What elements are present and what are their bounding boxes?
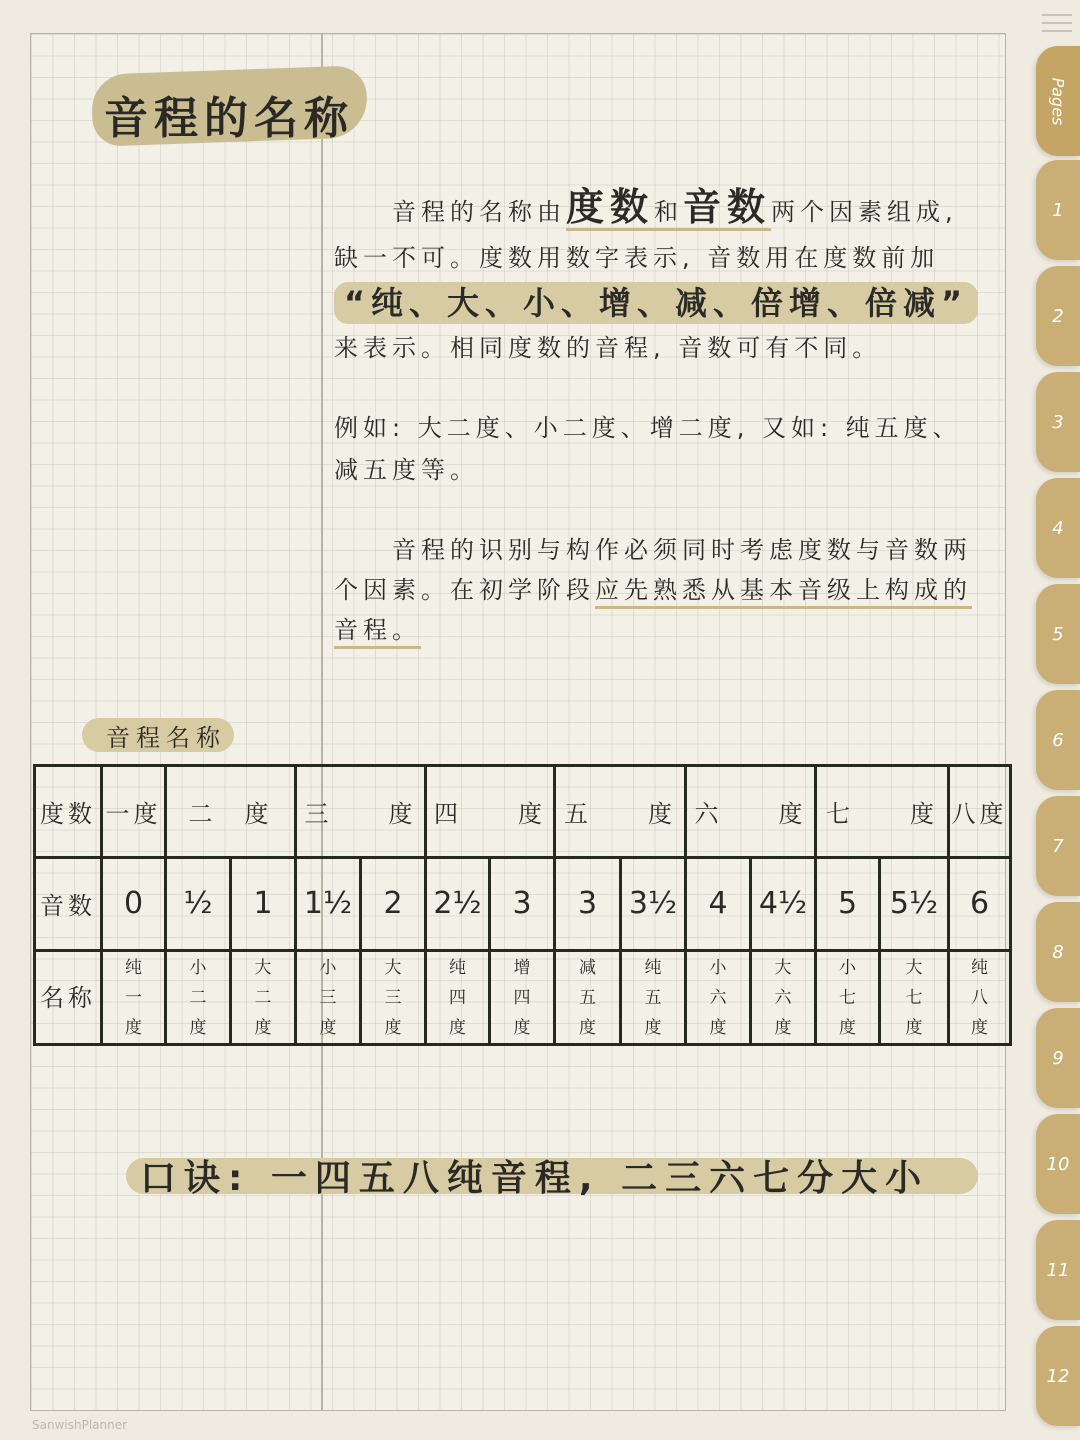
degree-cell: 七 度	[816, 766, 949, 858]
tab-label: Pages	[1048, 77, 1068, 125]
paragraph-1-line-3	[334, 278, 1006, 324]
tab-page-5[interactable]: 5	[1036, 584, 1080, 684]
name-text: 小六度	[709, 957, 727, 1038]
name-cell	[621, 951, 686, 1045]
paragraph-2-line-1: 例如: 大二度、小二度、增二度, 又如: 纯五度、	[334, 414, 962, 442]
name-text: 大七度	[905, 957, 923, 1038]
name-cell	[426, 951, 490, 1045]
name-cell	[296, 951, 361, 1045]
name-row	[35, 951, 1011, 1045]
name-cell	[490, 951, 555, 1045]
paragraph-1-line-2: 缺一不可。度数用数字表示, 音数用在度数前加	[334, 244, 940, 272]
row-header: 音数	[35, 857, 102, 951]
degree-cell: 三 度	[296, 766, 426, 858]
name-text: 纯五度	[644, 957, 662, 1038]
name-cell	[231, 951, 296, 1045]
name-cell	[102, 951, 166, 1045]
name-text: 小三度	[319, 957, 337, 1038]
number-cell: 1	[231, 857, 296, 951]
tab-page-2[interactable]: 2	[1036, 266, 1080, 366]
name-text: 增四度	[513, 957, 531, 1038]
number-cell: 3	[555, 857, 621, 951]
number-cell: 1½	[296, 857, 361, 951]
number-cell: 6	[949, 857, 1011, 951]
text-segment: 和	[654, 198, 684, 226]
tab-page-9[interactable]: 9	[1036, 1008, 1080, 1108]
name-cell	[555, 951, 621, 1045]
tab-page-8[interactable]: 8	[1036, 902, 1080, 1002]
text-segment: 个因素。在初学阶段	[334, 576, 595, 604]
underlined-text: 应先熟悉从基本音级上构成的	[595, 576, 972, 609]
name-cell	[361, 951, 426, 1045]
paragraph-2-line-2: 减五度等。	[334, 456, 479, 484]
number-cell: 0	[102, 857, 166, 951]
tab-page-10[interactable]: 10	[1036, 1114, 1080, 1214]
watermark: SanwishPlanner	[32, 1418, 128, 1432]
name-text: 大六度	[774, 957, 792, 1038]
paragraph-3-line-3	[334, 610, 1006, 645]
name-cell	[880, 951, 949, 1045]
paragraph-1-line-4: 来表示。相同度数的音程, 音数可有不同。	[334, 334, 882, 362]
paragraph-1-line-1	[392, 176, 1064, 231]
name-cell	[949, 951, 1011, 1045]
name-text: 大二度	[254, 957, 272, 1038]
tab-pages[interactable]	[1036, 46, 1080, 156]
text-segment: 音程的名称由	[392, 198, 566, 226]
page-title: 音程的名称	[104, 93, 354, 144]
name-cell	[166, 951, 231, 1045]
name-text: 小二度	[189, 957, 207, 1038]
tab-page-11[interactable]: 11	[1036, 1220, 1080, 1320]
page-margin-line	[321, 33, 323, 1411]
tab-page-1[interactable]: 1	[1036, 160, 1080, 260]
name-text: 减五度	[579, 957, 596, 1038]
number-cell: 5	[816, 857, 880, 951]
degree-row	[35, 766, 1011, 858]
keyword-number: 音数	[683, 185, 772, 229]
number-row	[35, 857, 1011, 951]
name-text: 小七度	[839, 957, 856, 1038]
tab-page-4[interactable]: 4	[1036, 478, 1080, 578]
tab-page-12[interactable]: 12	[1036, 1326, 1080, 1426]
row-header: 度数	[35, 766, 102, 858]
degree-cell: 八度	[949, 766, 1011, 858]
tab-page-6[interactable]: 6	[1036, 690, 1080, 790]
name-text: 纯八度	[971, 957, 988, 1038]
interval-table	[33, 764, 1012, 1046]
paragraph-3-line-2	[334, 570, 1006, 605]
paragraph-3-line-1: 音程的识别与构作必须同时考虑度数与音数两	[392, 536, 972, 564]
menu-icon[interactable]	[1042, 14, 1072, 36]
number-cell: 3½	[621, 857, 686, 951]
number-cell: 5½	[880, 857, 949, 951]
degree-cell: 五 度	[555, 766, 686, 858]
tab-page-7[interactable]: 7	[1036, 796, 1080, 896]
quality-list-highlight: “纯、大、小、增、减、倍增、倍减”	[334, 282, 978, 324]
keyword-degree: 度数	[566, 185, 655, 229]
mnemonic: 口诀: 一四五八纯音程, 二三六七分大小	[140, 1158, 930, 1199]
number-cell: ½	[166, 857, 231, 951]
number-cell: 2	[361, 857, 426, 951]
tab-page-3[interactable]: 3	[1036, 372, 1080, 472]
section-label: 音程名称	[106, 724, 226, 752]
name-text: 大三度	[384, 957, 402, 1038]
text-segment: 两个因素组成,	[771, 198, 958, 226]
number-cell: 4	[686, 857, 751, 951]
degree-cell: 一度	[102, 766, 166, 858]
name-cell	[751, 951, 816, 1045]
number-cell: 3	[490, 857, 555, 951]
name-cell	[686, 951, 751, 1045]
row-header: 名称	[35, 951, 102, 1045]
name-cell	[816, 951, 880, 1045]
name-text: 纯一度	[125, 957, 142, 1038]
number-cell: 4½	[751, 857, 816, 951]
number-cell: 2½	[426, 857, 490, 951]
underlined-text: 音程。	[334, 616, 421, 649]
degree-cell: 六 度	[686, 766, 816, 858]
degree-cell: 二 度	[166, 766, 296, 858]
name-text: 纯四度	[449, 957, 466, 1038]
degree-cell: 四 度	[426, 766, 555, 858]
